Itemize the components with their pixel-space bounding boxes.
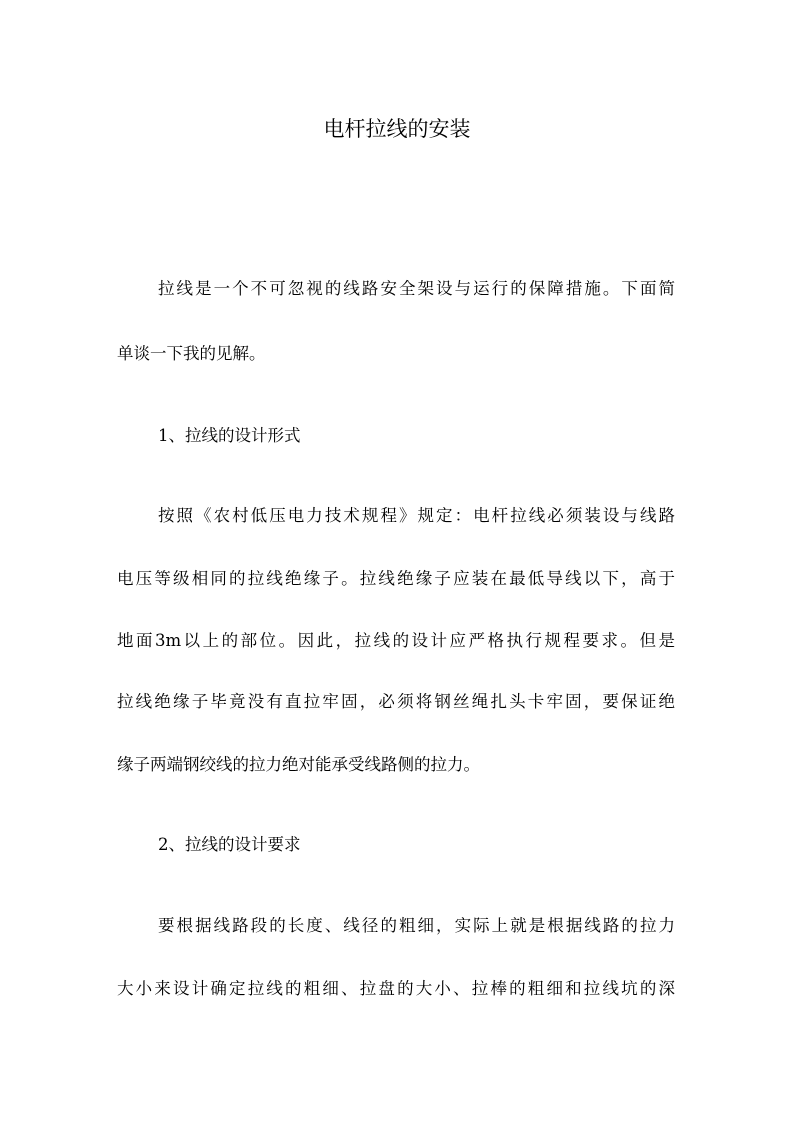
paragraph-line: 大小来设计确定拉线的粗细、拉盘的大小、拉棒的粗细和拉线坑的深 bbox=[117, 979, 675, 998]
paragraph-line: 单谈一下我的见解。 bbox=[117, 344, 266, 363]
section-heading: 2、拉线的设计要求 bbox=[158, 835, 301, 854]
section-heading: 1、拉线的设计形式 bbox=[158, 426, 301, 445]
paragraph-line: 拉线绝缘子毕竟没有直拉牢固，必须将钢丝绳扎头卡牢固，要保证绝 bbox=[117, 692, 675, 711]
paragraph-line: 缘子两端钢绞线的拉力绝对能承受线路侧的拉力。 bbox=[117, 755, 480, 774]
paragraph-line: 电压等级相同的拉线绝缘子。拉线绝缘子应装在最低导线以下，高于 bbox=[117, 569, 675, 588]
paragraph-line: 要根据线路段的长度、线径的粗细，实际上就是根据线路的拉力 bbox=[158, 916, 675, 935]
paragraph-line: 拉线是一个不可忽视的线路安全架设与运行的保障措施。下面简 bbox=[158, 279, 675, 298]
paragraph-line: 地面3m以上的部位。因此，拉线的设计应严格执行规程要求。但是 bbox=[117, 631, 675, 650]
document-title: 电杆拉线的安装 bbox=[323, 117, 471, 141]
paragraph-line: 按照《农村低压电力技术规程》规定：电杆拉线必须装设与线路 bbox=[158, 506, 675, 525]
